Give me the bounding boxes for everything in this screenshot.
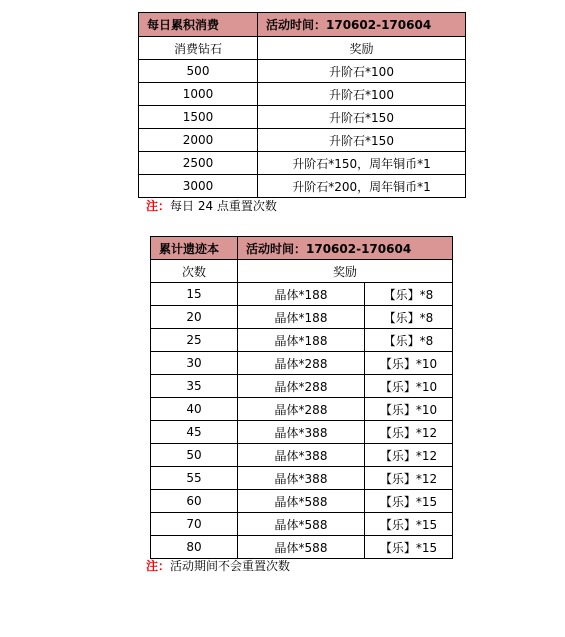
daily-consumption-table bbox=[138, 12, 466, 198]
dungeon-count-table bbox=[150, 236, 453, 559]
table1-header-row bbox=[139, 13, 466, 37]
cell-count: 45 bbox=[151, 421, 238, 444]
cell-reward: 升阶石*150，周年铜币*1 bbox=[258, 152, 466, 175]
cell-le: 【乐】*12 bbox=[365, 421, 453, 444]
cell-crystal: 晶体*188 bbox=[238, 329, 365, 352]
cell-count: 70 bbox=[151, 513, 238, 536]
cell-le: 【乐】*8 bbox=[365, 283, 453, 306]
table-row bbox=[151, 467, 453, 490]
table2-column-row bbox=[151, 260, 453, 283]
cell-count: 30 bbox=[151, 352, 238, 375]
table-row bbox=[151, 329, 453, 352]
cell-crystal: 晶体*388 bbox=[238, 421, 365, 444]
table-row bbox=[139, 60, 466, 83]
cell-amount: 1000 bbox=[139, 83, 258, 106]
cell-reward: 升阶石*100 bbox=[258, 60, 466, 83]
cell-le: 【乐】*10 bbox=[365, 352, 453, 375]
cell-count: 15 bbox=[151, 283, 238, 306]
cell-le: 【乐】*12 bbox=[365, 467, 453, 490]
cell-count: 55 bbox=[151, 467, 238, 490]
table-row bbox=[139, 83, 466, 106]
cell-le: 【乐】*8 bbox=[365, 329, 453, 352]
table-row bbox=[151, 513, 453, 536]
table2-title: 累计遗迹本 bbox=[151, 237, 238, 260]
table1-note bbox=[146, 197, 277, 214]
cell-crystal: 晶体*588 bbox=[238, 490, 365, 513]
cell-count: 60 bbox=[151, 490, 238, 513]
cell-le: 【乐】*15 bbox=[365, 536, 453, 559]
table1-activity-time: 活动时间：170602-170604 bbox=[258, 13, 466, 37]
cell-le: 【乐】*10 bbox=[365, 398, 453, 421]
table-row bbox=[151, 536, 453, 559]
cell-amount: 2000 bbox=[139, 129, 258, 152]
cell-count: 20 bbox=[151, 306, 238, 329]
cell-count: 35 bbox=[151, 375, 238, 398]
cell-count: 50 bbox=[151, 444, 238, 467]
cell-amount: 500 bbox=[139, 60, 258, 83]
cell-crystal: 晶体*288 bbox=[238, 375, 365, 398]
cell-le: 【乐】*12 bbox=[365, 444, 453, 467]
table1-col-reward: 奖励 bbox=[258, 37, 466, 60]
cell-count: 40 bbox=[151, 398, 238, 421]
table2-col-reward: 奖励 bbox=[238, 260, 453, 283]
table2-activity-time: 活动时间：170602-170604 bbox=[238, 237, 453, 260]
cell-crystal: 晶体*588 bbox=[238, 536, 365, 559]
note-text: 每日 24 点重置次数 bbox=[170, 199, 277, 213]
table-row bbox=[151, 421, 453, 444]
table-row bbox=[151, 490, 453, 513]
cell-reward: 升阶石*150 bbox=[258, 129, 466, 152]
cell-reward: 升阶石*150 bbox=[258, 106, 466, 129]
table-row bbox=[151, 306, 453, 329]
cell-crystal: 晶体*588 bbox=[238, 513, 365, 536]
cell-crystal: 晶体*188 bbox=[238, 306, 365, 329]
note-label: 注： bbox=[146, 559, 171, 573]
table-row bbox=[139, 175, 466, 198]
cell-le: 【乐】*8 bbox=[365, 306, 453, 329]
table-row bbox=[139, 129, 466, 152]
cell-amount: 3000 bbox=[139, 175, 258, 198]
cell-crystal: 晶体*188 bbox=[238, 283, 365, 306]
table1-col-diamonds: 消费钻石 bbox=[139, 37, 258, 60]
note-label: 注： bbox=[146, 199, 171, 213]
cell-crystal: 晶体*388 bbox=[238, 444, 365, 467]
table2-header-row bbox=[151, 237, 453, 260]
cell-le: 【乐】*10 bbox=[365, 375, 453, 398]
table-row bbox=[139, 106, 466, 129]
table-row bbox=[151, 283, 453, 306]
table-row bbox=[139, 152, 466, 175]
table1-title: 每日累积消费 bbox=[139, 13, 258, 37]
cell-crystal: 晶体*388 bbox=[238, 467, 365, 490]
table2-col-count: 次数 bbox=[151, 260, 238, 283]
table-row bbox=[151, 352, 453, 375]
cell-reward: 升阶石*200，周年铜币*1 bbox=[258, 175, 466, 198]
table2-note bbox=[146, 557, 290, 574]
table-row bbox=[151, 444, 453, 467]
cell-crystal: 晶体*288 bbox=[238, 352, 365, 375]
cell-amount: 1500 bbox=[139, 106, 258, 129]
table-row bbox=[151, 375, 453, 398]
cell-le: 【乐】*15 bbox=[365, 513, 453, 536]
cell-amount: 2500 bbox=[139, 152, 258, 175]
table-row bbox=[151, 398, 453, 421]
table1-column-row bbox=[139, 37, 466, 60]
cell-crystal: 晶体*288 bbox=[238, 398, 365, 421]
cell-le: 【乐】*15 bbox=[365, 490, 453, 513]
cell-count: 80 bbox=[151, 536, 238, 559]
cell-reward: 升阶石*100 bbox=[258, 83, 466, 106]
note-text: 活动期间不会重置次数 bbox=[170, 559, 291, 573]
cell-count: 25 bbox=[151, 329, 238, 352]
